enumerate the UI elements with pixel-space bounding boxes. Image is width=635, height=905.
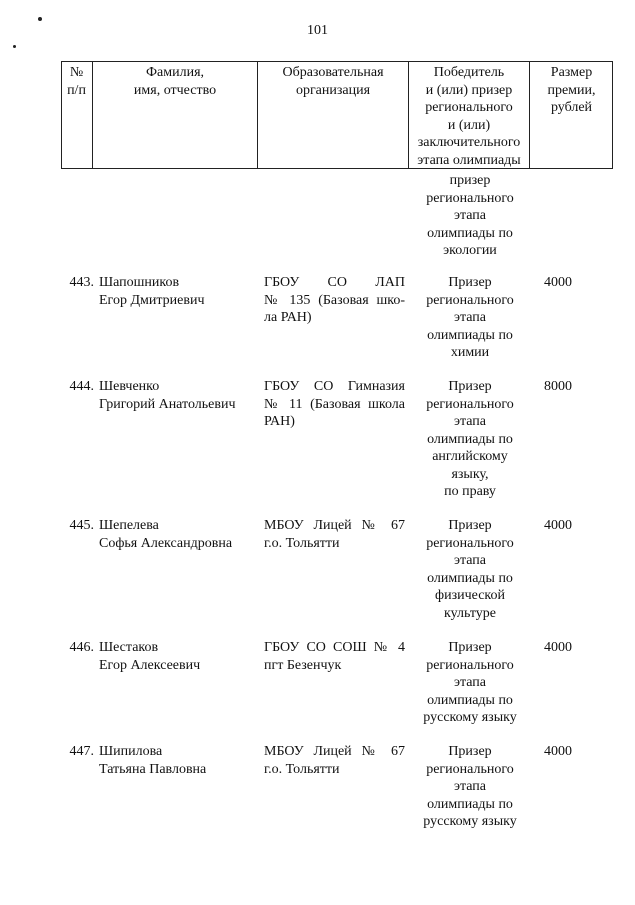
header-amount: Размер премии, рублей xyxy=(547,65,596,115)
prize-description: Призер регионального этапа олимпиады по физической культуре xyxy=(426,518,514,621)
prize-amount: 4000 xyxy=(544,518,572,533)
prize-description: Призер регионального этапа олимпиады по химии xyxy=(426,275,514,360)
student-name: Шевченко Григорий Анатольевич xyxy=(99,379,236,412)
header-prize: Победитель и (или) призер регионального и (или) заключительного этапа олимпиады xyxy=(417,65,521,168)
row-number: 445. xyxy=(69,518,94,533)
prize-description: Призер регионального этапа олимпиады по английскому языку, по праву xyxy=(426,379,514,499)
organization: ГБОУ СО ЛАП № 135 (Базовая шко- ла РАН) xyxy=(264,275,405,325)
student-name: Шипилова Татьяна Павловна xyxy=(99,744,207,777)
scan-speck xyxy=(13,45,16,48)
prize-amount: 4000 xyxy=(544,640,572,655)
prize-amount: 8000 xyxy=(544,379,572,394)
organization: МБОУ Лицей № 67 г.о. Тольятти xyxy=(264,518,405,551)
scan-speck xyxy=(38,17,42,21)
student-name: Шапошников Егор Дмитриевич xyxy=(99,275,205,308)
student-name: Шепелева Софья Александровна xyxy=(99,518,233,551)
prize-description: Призер регионального этапа олимпиады по русскому языку xyxy=(423,640,517,725)
page-number: 101 xyxy=(307,23,328,38)
row-number: 446. xyxy=(69,640,94,655)
header-num: № п/п xyxy=(67,65,86,98)
organization: ГБОУ СО СОШ № 4 пгт Безенчук xyxy=(264,640,405,673)
header-name: Фамилия, имя, отчество xyxy=(133,65,217,98)
organization: ГБОУ СО Гимназия № 11 (Базовая школа РАН) xyxy=(264,379,405,429)
organization: МБОУ Лицей № 67 г.о. Тольятти xyxy=(264,744,405,777)
prize-amount: 4000 xyxy=(544,744,572,759)
prize-description: Призер регионального этапа олимпиады по русскому языку xyxy=(423,744,517,829)
student-name: Шестаков Егор Алексеевич xyxy=(99,640,201,673)
row-number: 447. xyxy=(69,744,94,759)
row-number: 444. xyxy=(69,379,94,394)
continuation-prize: призер регионального этапа олимпиады по экологии xyxy=(426,173,514,258)
header-organization: Образовательная организация xyxy=(282,65,384,98)
prize-amount: 4000 xyxy=(544,275,572,290)
row-number: 443. xyxy=(69,275,94,290)
